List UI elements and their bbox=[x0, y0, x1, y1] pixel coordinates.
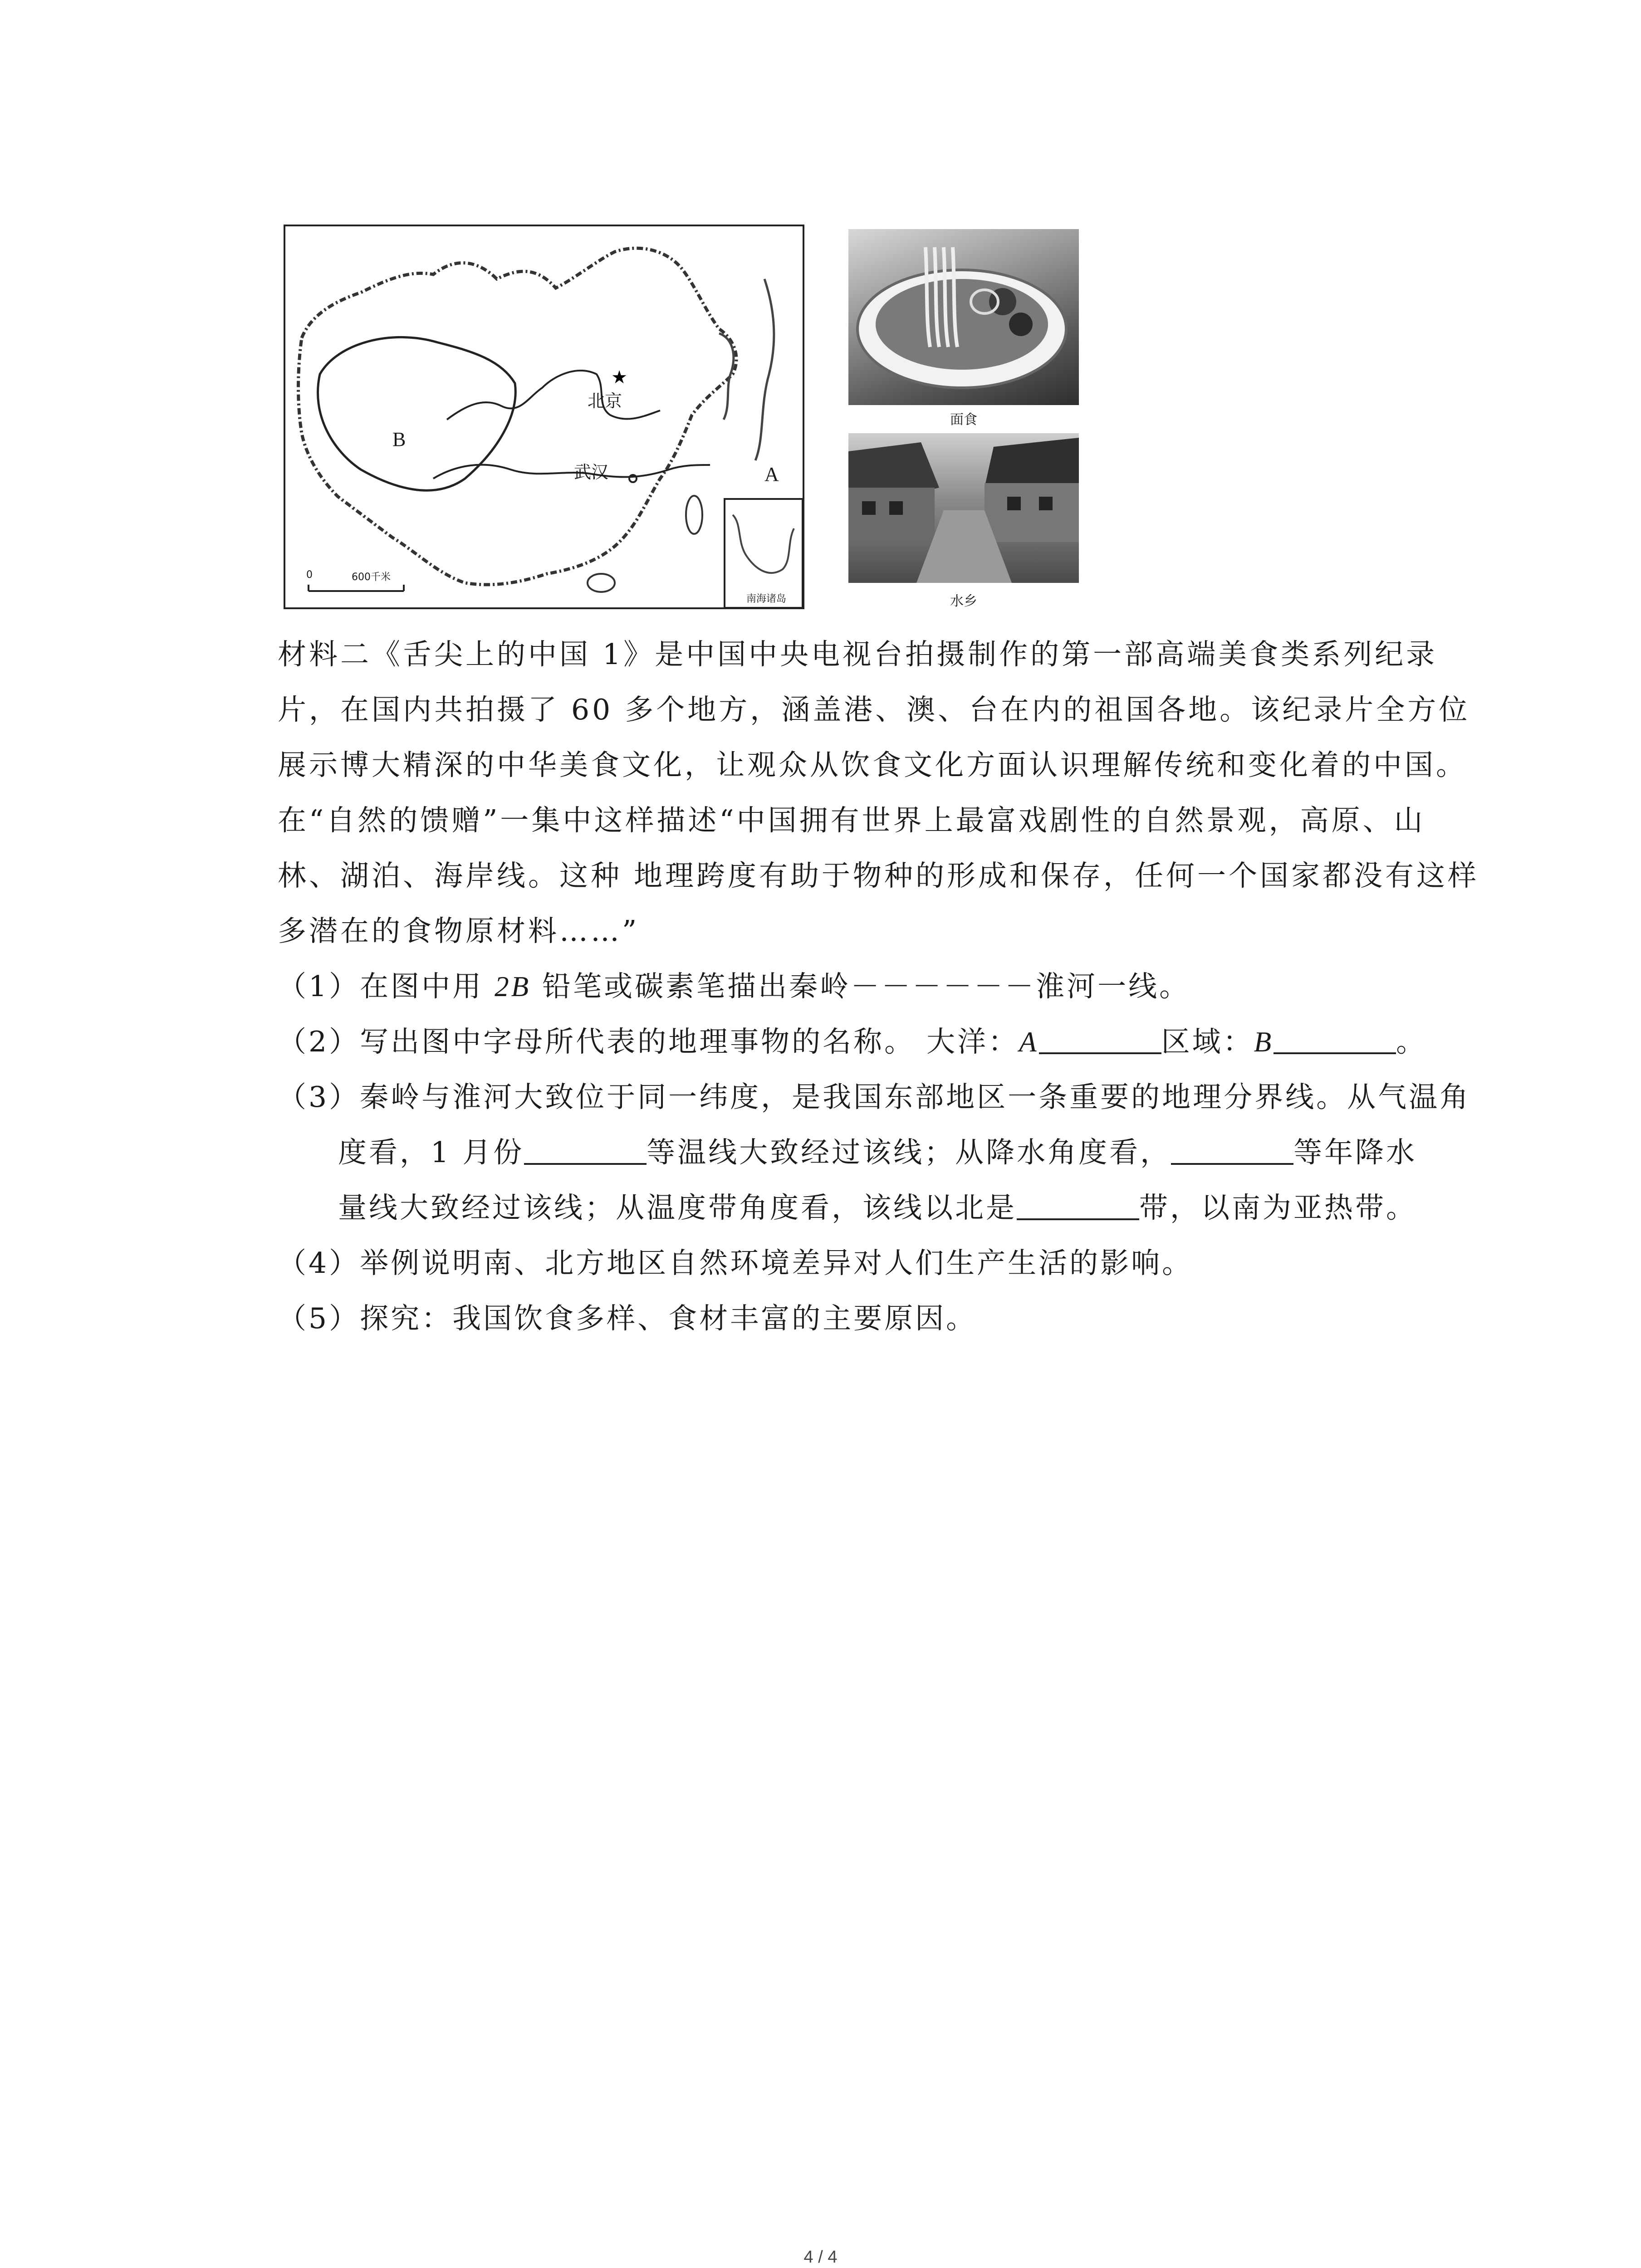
question-number: （5） bbox=[278, 1302, 360, 1335]
question-text: 举例说明南、北方地区自然环境差异对人们生产生活的影响。 bbox=[360, 1246, 1193, 1280]
material2-line: 林、湖泊、海岸线。这种 地理跨度有助于物种的形成和保存，任何一个国家都没有这样 bbox=[278, 859, 1479, 892]
question-text: 等年降水 bbox=[1293, 1136, 1417, 1169]
noodles-photo bbox=[848, 229, 1079, 405]
watertown-photo bbox=[848, 433, 1079, 583]
letter-b: B bbox=[1254, 1026, 1274, 1058]
question-3 bbox=[278, 1070, 1470, 1125]
answer-blank-precipitation[interactable] bbox=[1171, 1138, 1293, 1165]
material2-line: 展示博大精深的中华美食文化，让观众从饮食文化方面认识理解传统和变化着的中国。 bbox=[278, 748, 1467, 782]
map-label-wuhan: 武汉 bbox=[574, 462, 609, 482]
letter-a: A bbox=[1019, 1026, 1039, 1058]
answer-blank-ocean[interactable] bbox=[1039, 1027, 1161, 1054]
answer-blank-isotherm[interactable] bbox=[524, 1138, 647, 1165]
question-text: 秦岭与淮河大致位于同一纬度，是我国东部地区一条重要的地理分界线。从气温角 bbox=[360, 1080, 1471, 1114]
question-text: 铅笔或碳素笔描出秦岭－－－－－－淮河一线。 bbox=[531, 970, 1190, 1003]
question-4 bbox=[278, 1236, 1193, 1291]
watertown-caption: 水乡 bbox=[950, 593, 977, 609]
material2-line: 片，在国内共拍摄了 60 多个地方，涵盖港、澳、台在内的祖国各地。该纪录片全方位 bbox=[278, 693, 1470, 726]
question-text: 探究：我国饮食多样、食材丰富的主要原因。 bbox=[360, 1302, 977, 1335]
question-text: 。 bbox=[1396, 1025, 1427, 1058]
map-label-a: A bbox=[764, 463, 779, 485]
china-map-figure bbox=[284, 225, 804, 609]
question-5 bbox=[278, 1291, 977, 1346]
noodles-caption: 面食 bbox=[950, 412, 977, 428]
inset-caption: 南海诸岛 bbox=[746, 593, 787, 605]
beijing-star-icon: ★ bbox=[611, 367, 627, 388]
question-text: 量线大致经过该线；从温度带角度看，该线以北是 bbox=[338, 1191, 1017, 1224]
pencil-grade: 2B bbox=[495, 971, 531, 1002]
page-number: 4 / 4 bbox=[803, 2248, 838, 2267]
question-text: 度看，1 月份 bbox=[338, 1136, 524, 1169]
question-text: 带，以南为亚热带。 bbox=[1139, 1191, 1417, 1224]
question-text: 在图中用 bbox=[360, 970, 495, 1003]
question-number: （1） bbox=[278, 970, 360, 1003]
material2-line: 在“自然的馈赠”一集中这样描述“中国拥有世界上最富戏剧性的自然景观，高原、山 bbox=[278, 804, 1425, 837]
question-number: （4） bbox=[278, 1246, 360, 1280]
question-text: 区域： bbox=[1161, 1025, 1254, 1058]
material2-line: 材料二《舌尖上的中国 1》是中国中央电视台拍摄制作的第一部高端美食类系列纪录 bbox=[278, 638, 1438, 671]
question-text: 等温线大致经过该线；从降水角度看， bbox=[647, 1136, 1171, 1169]
map-label-beijing: 北京 bbox=[588, 391, 622, 411]
question-3-line-2 bbox=[338, 1125, 1417, 1180]
map-label-b: B bbox=[392, 428, 406, 450]
china-map bbox=[284, 225, 804, 609]
question-2 bbox=[278, 1014, 1427, 1070]
scale-zero: 0 bbox=[306, 569, 313, 581]
question-number: （3） bbox=[278, 1080, 360, 1114]
scale-label: 600千米 bbox=[352, 572, 391, 583]
question-1 bbox=[278, 959, 1190, 1014]
answer-blank-temperature-zone[interactable] bbox=[1017, 1193, 1139, 1220]
answer-blank-region[interactable] bbox=[1274, 1027, 1396, 1054]
material2-paragraph bbox=[278, 627, 1479, 959]
question-3-line-3 bbox=[338, 1180, 1417, 1236]
material2-line: 多潜在的食物原材料……” bbox=[278, 914, 640, 948]
question-number: （2） bbox=[278, 1025, 360, 1058]
question-text: 写出图中字母所代表的地理事物的名称。 大洋： bbox=[360, 1025, 1019, 1058]
